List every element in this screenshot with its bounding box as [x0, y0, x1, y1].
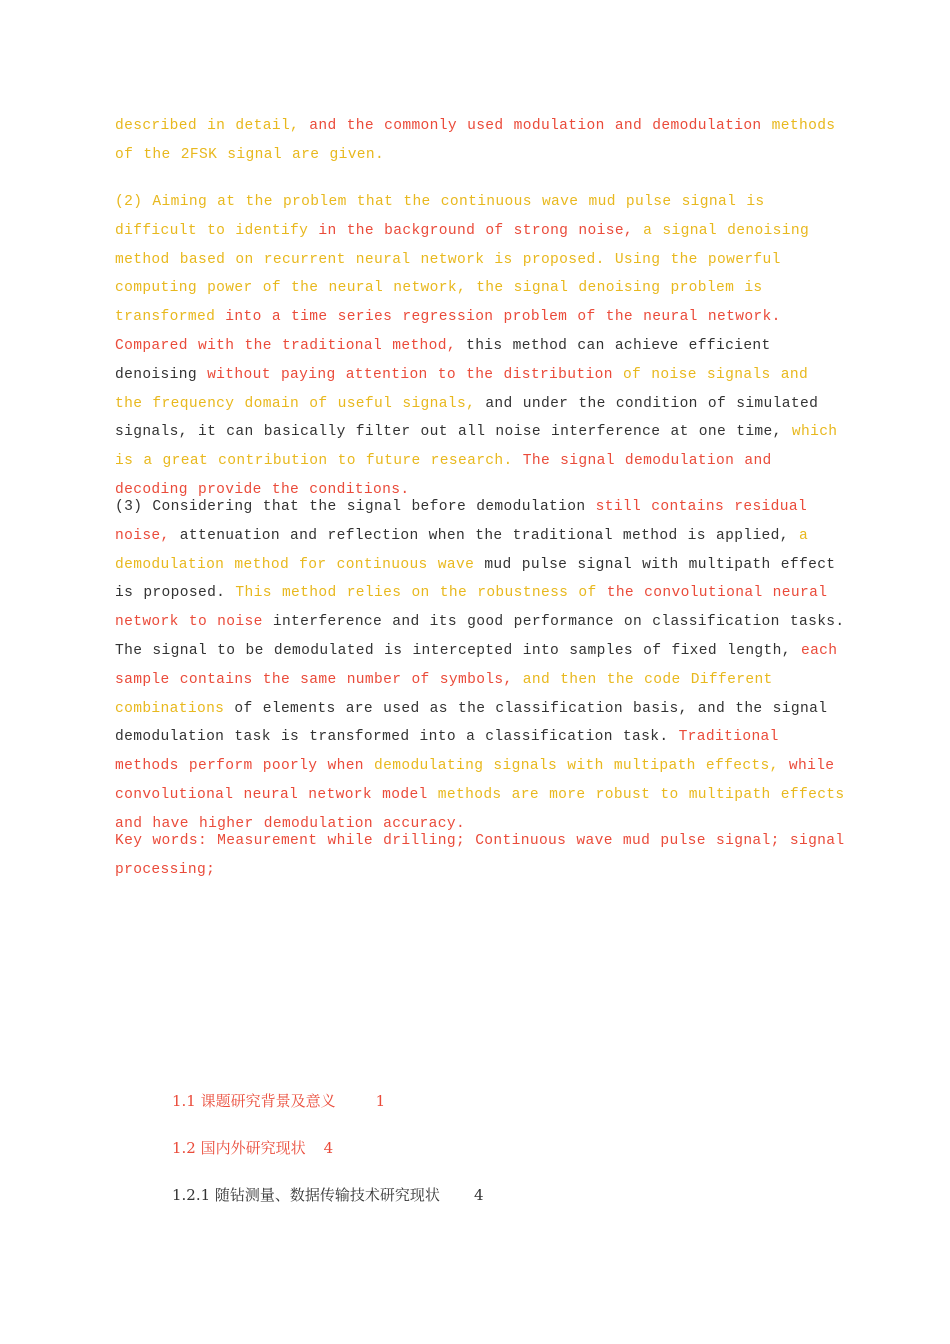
text-span: Key words: Measurement while drilling; Continuous wave mud pulse signal; signal processing; — [115, 833, 845, 878]
text-span: still contains residual noise, — [115, 499, 808, 544]
text-span: demodulating signals with multipath effects, — [374, 758, 789, 775]
text-span: Traditional methods perform poorly when — [115, 729, 779, 775]
text-span: attenuation and reflection when the traditional method is applied, — [179, 527, 799, 544]
text-span: and then the code Different combinations — [115, 671, 773, 717]
text-span: methods of the 2FSK signal are given. — [115, 118, 836, 163]
text-span: (2) Aiming at the problem that the continuous wave mud pulse signal is difficult to identify — [115, 194, 765, 239]
text-span: interference and its good performance on classification tasks. The signal to be demodulated is intercepted into samples of fixed length, — [115, 614, 845, 659]
text-span: described in detail, — [115, 118, 310, 134]
text-span: a demodulation method for continuous wave — [115, 527, 809, 573]
toc-entry-label: 1.1 课题研究背景及意义 — [172, 1092, 336, 1110]
text-span: (3) Considering that the signal before demodulation — [115, 499, 596, 515]
text-span: and have higher demodulation accuracy. — [115, 815, 466, 832]
text-span: and the commonly used modulation and demodulation — [309, 118, 772, 134]
text-span: of noise signals and the frequency domain of useful signals, — [115, 366, 809, 412]
toc-entry-page: 4 — [473, 1186, 484, 1204]
toc-entry-1-1[interactable] — [172, 1090, 385, 1111]
abstract-paragraph-1 — [115, 112, 845, 170]
toc-entry-page: 1 — [375, 1092, 386, 1110]
text-span: This method relies on the robustness of — [235, 585, 607, 602]
text-span: methods are more robust to multipath effects — [437, 786, 845, 803]
toc-entry-page: 4 — [323, 1139, 334, 1157]
toc-entry-1-2[interactable] — [172, 1137, 333, 1158]
text-span: while convolutional neural network model — [115, 758, 835, 803]
text-span: mud pulse signal with multipath effect is proposed. — [115, 556, 836, 602]
text-span: The signal demodulation and decoding provide the conditions. — [115, 453, 772, 498]
keywords-paragraph — [115, 827, 845, 885]
text-span: this method can achieve efficient denoising — [115, 337, 771, 383]
toc-entry-1-2-1[interactable] — [172, 1184, 483, 1205]
toc-entry-label: 1.2 国内外研究现状 — [172, 1139, 306, 1157]
text-span: each sample contains the same number of symbols, — [115, 642, 838, 688]
text-span: and under the condition of simulated signals, it can basically filter out all noise interference at one time, — [115, 395, 819, 441]
text-span: the convolutional neural network to noise — [115, 585, 828, 631]
text-span: without paying attention to the distribution — [207, 366, 623, 383]
toc-entry-label: 1.2.1 随钻测量、数据传输技术研究现状 — [172, 1186, 440, 1204]
text-span: of elements are used as the classification basis, and the signal demodulation task is transformed into a classification task. — [115, 700, 828, 746]
text-span: into a time series regression problem of the neural network. Compared with the traditional method, — [115, 309, 781, 354]
text-span: a signal denoising method based on recurrent neural network is proposed. Using the powerful computing power of the neural network, the signal denoising problem is transformed — [115, 222, 810, 326]
text-span: in the background of strong noise, — [318, 222, 644, 239]
abstract-paragraph-3 — [115, 493, 845, 839]
text-span: which is a great contribution to future research. — [115, 424, 838, 470]
abstract-paragraph-2 — [115, 188, 845, 505]
